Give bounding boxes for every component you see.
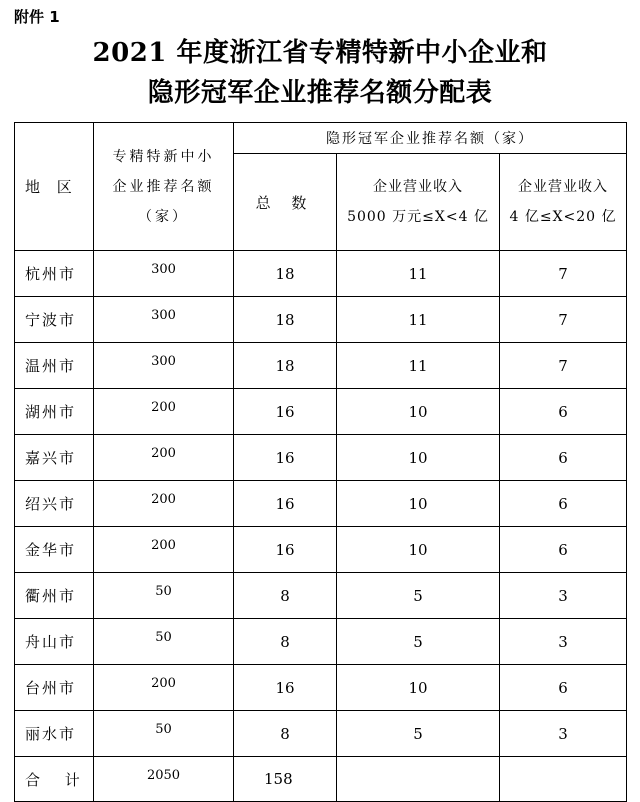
header-quota — [94, 123, 234, 251]
cell-revenue-a: 5 — [337, 711, 500, 757]
cell-revenue-a: 10 — [337, 481, 500, 527]
cell-sum-revenue-a — [337, 757, 500, 802]
cell-revenue-a: 10 — [337, 389, 500, 435]
header-hidden-champion: 隐形冠军企业推荐名额（家） — [234, 123, 627, 154]
cell-revenue-b: 7 — [500, 297, 627, 343]
cell-revenue-a: 10 — [337, 665, 500, 711]
page-title-line1: 2021 年度浙江省专精特新中小企业和 — [92, 38, 548, 68]
cell-total: 18 — [234, 251, 337, 297]
cell-region: 金华市 — [15, 527, 94, 573]
cell-revenue-a: 11 — [337, 251, 500, 297]
table-row — [15, 573, 627, 619]
cell-revenue-b: 6 — [500, 665, 627, 711]
table-row — [15, 389, 627, 435]
cell-revenue-a: 11 — [337, 343, 500, 389]
cell-quota: 200 — [94, 665, 234, 711]
cell-revenue-a: 5 — [337, 619, 500, 665]
cell-revenue-a: 10 — [337, 527, 500, 573]
cell-region: 温州市 — [15, 343, 94, 389]
cell-quota: 300 — [94, 343, 234, 389]
cell-sum-quota: 2050 — [94, 757, 234, 802]
cell-quota: 200 — [94, 481, 234, 527]
cell-quota: 200 — [94, 389, 234, 435]
cell-revenue-a: 11 — [337, 297, 500, 343]
header-revenue-a-line1: 企业营业收入 — [373, 179, 463, 195]
header-revenue-b — [500, 154, 627, 251]
header-quota-line3: （家） — [138, 208, 189, 225]
cell-revenue-a: 10 — [337, 435, 500, 481]
table-row — [15, 711, 627, 757]
cell-quota: 200 — [94, 527, 234, 573]
cell-quota: 50 — [94, 711, 234, 757]
cell-revenue-b: 7 — [500, 251, 627, 297]
cell-revenue-b: 3 — [500, 711, 627, 757]
cell-total: 8 — [234, 711, 337, 757]
cell-quota: 300 — [94, 251, 234, 297]
cell-total: 18 — [234, 343, 337, 389]
cell-quota: 200 — [94, 435, 234, 481]
cell-revenue-a: 5 — [337, 573, 500, 619]
header-quota-line2: 企业推荐名额 — [112, 178, 215, 195]
header-region: 地 区 — [15, 123, 94, 251]
table-row — [15, 527, 627, 573]
cell-region: 台州市 — [15, 665, 94, 711]
cell-revenue-b: 6 — [500, 481, 627, 527]
page-title-line2: 隐形冠军企业推荐名额分配表 — [147, 78, 493, 108]
cell-revenue-b: 6 — [500, 527, 627, 573]
table-row — [15, 481, 627, 527]
cell-region: 衢州市 — [15, 573, 94, 619]
cell-quota: 300 — [94, 297, 234, 343]
cell-region: 宁波市 — [15, 297, 94, 343]
table-row — [15, 619, 627, 665]
table-row — [15, 665, 627, 711]
cell-revenue-b: 3 — [500, 619, 627, 665]
allocation-table — [14, 122, 627, 802]
header-revenue-b-line2: 4 亿≤X<20 亿 — [509, 209, 617, 225]
cell-region: 舟山市 — [15, 619, 94, 665]
table-row — [15, 297, 627, 343]
header-revenue-a-line2: 5000 万元≤X<4 亿 — [347, 209, 489, 225]
cell-total: 8 — [234, 619, 337, 665]
table-row — [15, 435, 627, 481]
cell-sum-revenue-b — [500, 757, 627, 802]
attachment-label: 附件 1 — [14, 8, 60, 26]
header-revenue-a — [337, 154, 500, 251]
cell-region: 嘉兴市 — [15, 435, 94, 481]
cell-total: 16 — [234, 389, 337, 435]
cell-revenue-b: 7 — [500, 343, 627, 389]
table-sum-row — [15, 757, 627, 802]
cell-quota: 50 — [94, 573, 234, 619]
cell-region: 丽水市 — [15, 711, 94, 757]
cell-sum-label: 合 计 — [15, 757, 94, 802]
cell-total: 18 — [234, 297, 337, 343]
cell-revenue-b: 6 — [500, 435, 627, 481]
cell-total: 16 — [234, 435, 337, 481]
header-total: 总 数 — [234, 154, 337, 251]
cell-total: 16 — [234, 527, 337, 573]
header-quota-line1: 专精特新中小 — [112, 148, 215, 165]
cell-sum-total: 158 — [234, 757, 337, 802]
cell-region: 湖州市 — [15, 389, 94, 435]
cell-region: 杭州市 — [15, 251, 94, 297]
cell-revenue-b: 3 — [500, 573, 627, 619]
cell-revenue-b: 6 — [500, 389, 627, 435]
header-revenue-b-line1: 企业营业收入 — [518, 179, 609, 195]
cell-total: 16 — [234, 481, 337, 527]
cell-quota: 50 — [94, 619, 234, 665]
table-row — [15, 343, 627, 389]
table-row — [15, 251, 627, 297]
cell-total: 8 — [234, 573, 337, 619]
cell-region: 绍兴市 — [15, 481, 94, 527]
cell-total: 16 — [234, 665, 337, 711]
